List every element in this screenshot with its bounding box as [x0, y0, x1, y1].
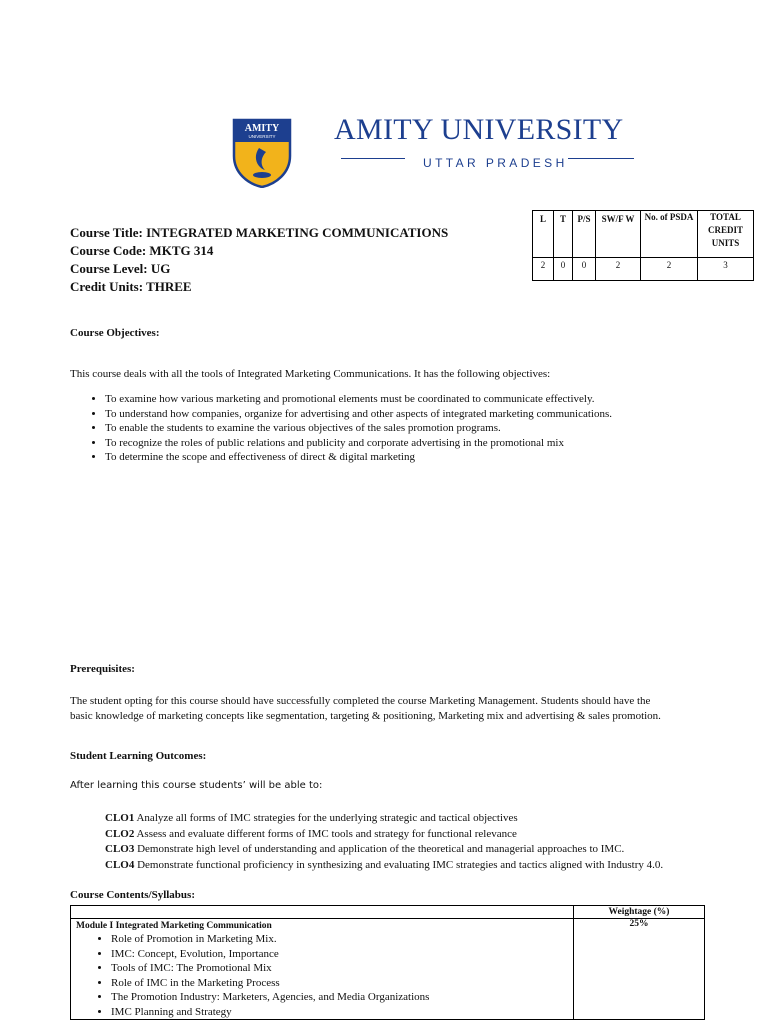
list-item: • IMC Planning and Strategy — [111, 1005, 573, 1020]
clo-text: Demonstrate functional proficiency in synthesizing and evaluating IMC strategies and tactics aligned with Industry 4.0. — [134, 858, 664, 871]
syllabus-heading: Course Contents/Syllabus: — [70, 889, 195, 901]
clo-text: Demonstrate high level of understanding and application of the theoretical and managerial approaches to IMC. — [134, 843, 625, 855]
module-1-title: Module I Integrated Marketing Communication — [76, 921, 272, 931]
credit-header-t: T — [554, 211, 573, 258]
course-title: Course Title: INTEGRATED MARKETING COMMUNICATIONS — [70, 225, 449, 240]
objectives-list — [70, 392, 612, 465]
credit-table — [532, 210, 754, 281]
objectives-intro: This course deals with all the tools of Integrated Marketing Communications. It has the following objectives: — [70, 368, 551, 380]
clo-code: CLO3 — [105, 843, 135, 855]
list-item: • To determine the scope and effectiveness of direct & digital marketing — [105, 450, 612, 465]
credit-value-l: 2 — [533, 258, 554, 281]
course-level: Course Level: UG — [70, 261, 171, 276]
syllabus-table — [70, 905, 705, 1020]
clo-code: CLO4 — [105, 858, 135, 871]
prerequisites-line-2: basic knowledge of marketing concepts like segmentation, targeting & positioning, Marketing mix and advertising & sales promotion. — [70, 710, 661, 722]
list-item — [105, 858, 663, 874]
clo-code: CLO2 — [105, 827, 135, 840]
prerequisites-line-1: The student opting for this course should have successfully completed the course Marketing Management. Students should have the — [70, 695, 651, 707]
svg-text:UNIVERSITY: UNIVERSITY — [248, 134, 276, 139]
objectives-heading: Course Objectives: — [70, 327, 160, 339]
list-item: • To enable the students to examine the various objectives of the sales promotion programs. — [105, 421, 612, 436]
credit-header-swfw: SW/F W — [596, 211, 641, 258]
credit-value-t: 0 — [554, 258, 573, 281]
list-item: • Role of IMC in the Marketing Process — [111, 976, 573, 991]
amity-shield-icon — [232, 118, 292, 188]
list-item — [105, 827, 663, 843]
list-item: • IMC: Concept, Evolution, Importance — [111, 947, 573, 962]
outcomes-heading: Student Learning Outcomes: — [70, 750, 207, 762]
credit-header-total: TOTAL CREDIT UNITS — [698, 211, 754, 258]
module-1-topics — [71, 932, 573, 1019]
credit-header-ps: P/S — [573, 211, 596, 258]
list-item — [105, 811, 663, 827]
credit-value-total: 3 — [698, 258, 754, 281]
list-item: • To understand how companies, organize for advertising and other aspects of integrated marketing communications. — [105, 407, 612, 422]
course-code: Course Code: MKTG 314 — [70, 243, 214, 258]
credit-header-psda: No. of PSDA — [641, 211, 698, 258]
module-1-cell — [71, 919, 574, 1020]
divider-right — [568, 158, 634, 159]
credit-header-l: L — [533, 211, 554, 258]
list-item: • Tools of IMC: The Promotional Mix — [111, 961, 573, 976]
outcomes-list — [105, 811, 663, 873]
outcomes-intro: After learning this course students’ will be able to: — [70, 780, 323, 791]
svg-text:AMITY: AMITY — [244, 123, 280, 134]
clo-text: Analyze all forms of IMC strategies for the underlying strategic and tactical objectives — [134, 812, 518, 824]
list-item: • Role of Promotion in Marketing Mix. — [111, 932, 573, 947]
divider-left — [341, 158, 405, 159]
syllabus-header-blank — [71, 906, 574, 919]
list-item: • The Promotion Industry: Marketers, Agencies, and Media Organizations — [111, 990, 573, 1005]
weightage-header: Weightage (%) — [574, 906, 705, 919]
module-1-weightage: 25% — [574, 919, 705, 1020]
amity-logo — [232, 118, 292, 188]
list-item: • To examine how various marketing and promotional elements must be coordinated to communicate effectively. — [105, 392, 612, 407]
list-item — [105, 842, 663, 858]
campus-name: UTTAR PRADESH — [423, 156, 568, 170]
university-name: AMITY UNIVERSITY — [334, 113, 624, 146]
course-meta — [70, 224, 448, 296]
clo-text: Assess and evaluate different forms of IMC tools and strategy for functional relevance — [134, 827, 517, 840]
credit-value-psda: 2 — [641, 258, 698, 281]
credit-units: Credit Units: THREE — [70, 279, 192, 294]
list-item: • To recognize the roles of public relations and publicity and corporate advertising in the promotional mix — [105, 436, 612, 451]
credit-value-swfw: 2 — [596, 258, 641, 281]
clo-code: CLO1 — [105, 812, 135, 824]
credit-value-ps: 0 — [573, 258, 596, 281]
prerequisites-heading: Prerequisites: — [70, 663, 135, 675]
